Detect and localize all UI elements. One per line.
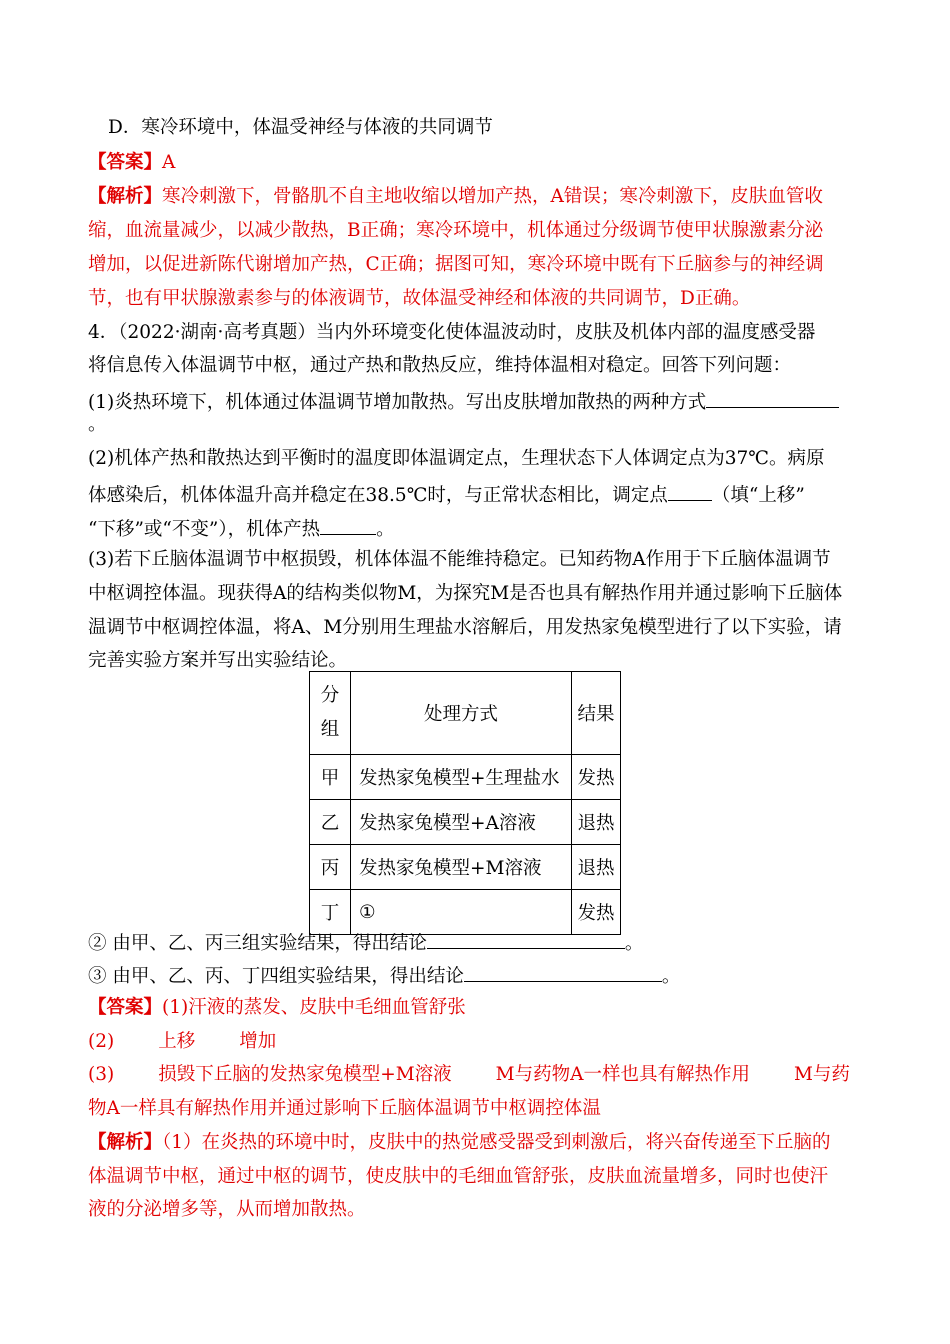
header-group: 分组 [310, 672, 351, 755]
table-row [310, 890, 621, 935]
answer-blank[interactable] [706, 389, 839, 408]
q4-part3-line-1: (3)若下丘脑体温调节中枢损毁，机体体温不能维持稳定。已知药物A作用于下丘脑体温调节 [88, 549, 831, 570]
table-header-row [310, 672, 621, 755]
q3-answer [88, 152, 868, 174]
answer-blank[interactable] [668, 482, 712, 501]
answer-text: M与药物A一样也具有解热作用 [495, 1064, 750, 1085]
answer-blank[interactable] [464, 963, 662, 982]
q4-answer-3-line-2: 物A一样具有解热作用并通过影响下丘脑体温调节中枢调控体温 [88, 1098, 601, 1119]
table-cell: 甲 [310, 755, 351, 800]
part2-hint: （填“上移” [711, 485, 805, 506]
q3-analysis-line-3: 增加，以促进新陈代谢增加产热，C正确；据图可知，寒冷环境中既有下丘脑参与的神经调 [88, 254, 824, 275]
part2-end: 。 [376, 519, 395, 540]
answer-value: A [162, 152, 176, 173]
q4-answer-2 [88, 1031, 868, 1053]
q4-analysis-line-2: 体温调节中枢，通过中枢的调节，使皮肤中的毛细血管舒张，皮肤血流量增多，同时也使汗 [88, 1166, 829, 1187]
table-row [310, 755, 621, 800]
table-cell: 发热家兔模型+M溶液 [351, 845, 572, 890]
analysis-text: 寒冷刺激下，骨骼肌不自主地收缩以增加产热，A错误；寒冷刺激下，皮肤血管收 [162, 186, 823, 207]
answer-text: M与药 [793, 1064, 850, 1085]
q3-analysis-line-1 [88, 186, 868, 208]
q4-answer-3 [88, 1064, 868, 1086]
q4-part2-line-3 [88, 516, 868, 541]
q4-part2-line-1: (2)机体产热和散热达到平衡时的温度即体温调定点，生理状态下人体调定点为37℃。病原 [88, 448, 825, 469]
q4-subquestion-2 [88, 930, 868, 955]
q4-analysis-line-3: 液的分泌增多等，从而增加散热。 [88, 1199, 366, 1220]
answer-tag: 【答案】 [88, 152, 163, 173]
option-d: D．寒冷环境中，体温受神经与体液的共同调节 [108, 117, 493, 138]
answer-blank[interactable] [320, 516, 376, 535]
subquestion-end: 。 [624, 933, 644, 954]
q4-part1 [88, 389, 868, 414]
q4-stem-line-2: 将信息传入体温调节中枢，通过产热和散热反应，维持体温相对稳定。回答下列问题： [88, 355, 792, 376]
table-cell: 丁 [310, 890, 351, 935]
table-cell: 发热家兔模型+A溶液 [351, 800, 572, 845]
experiment-table [309, 671, 621, 935]
q4-part2-line-2 [88, 482, 868, 507]
answer-text: 损毁下丘脑的发热家兔模型+M溶液 [158, 1064, 452, 1085]
analysis-tag: 【解析】 [88, 1132, 163, 1153]
part1-text: (1)炎热环境下，机体通过体温调节增加散热。写出皮肤增加散热的两种方式 [88, 392, 707, 413]
q4-part3-line-4: 完善实验方案并写出实验结论。 [88, 650, 348, 671]
answer-num: (3) [88, 1064, 115, 1085]
table-cell: 乙 [310, 800, 351, 845]
table-cell: 退热 [572, 845, 621, 890]
table-row [310, 845, 621, 890]
table-cell: 发热 [572, 755, 621, 800]
table-cell: ① [351, 890, 572, 935]
table-cell: 丙 [310, 845, 351, 890]
q3-analysis-line-2: 缩，血流量减少，以减少散热，B正确；寒冷环境中，机体通过分级调节使甲状腺激素分泌 [88, 220, 824, 241]
q4-part3-line-2: 中枢调控体温。现获得A的结构类似物M，为探究M是否也具有解热作用并通过影响下丘脑体 [88, 583, 843, 604]
answer-text: (1)汗液的蒸发、皮肤中毛细血管舒张 [162, 997, 466, 1018]
q3-analysis-line-4: 节，也有甲状腺激素参与的体液调节，故体温受神经和体液的共同调节，D正确。 [88, 288, 751, 309]
part2-text: “下移”或“不变”），机体产热 [88, 519, 321, 540]
answer-blank[interactable] [427, 930, 625, 949]
q4-stem-line-1: 4．（2022·湖南·高考真题）当内外环境变化使体温波动时，皮肤及机体内部的温度感受器 [88, 322, 816, 343]
table-cell: 发热 [572, 890, 621, 935]
header-result: 结果 [572, 672, 621, 755]
analysis-text: （1）在炎热的环境中时，皮肤中的热觉感受器受到刺激后，将兴奋传递至下丘脑的 [162, 1132, 831, 1153]
part2-text: 体感染后，机体体温升高并稳定在38.5℃时，与正常状态相比，调定点 [88, 485, 668, 506]
subquestion-text: ③ 由甲、乙、丙、丁四组实验结果，得出结论 [88, 966, 464, 987]
header-treatment: 处理方式 [351, 672, 572, 755]
q4-part1-end: 。 [88, 414, 107, 435]
table-row [310, 800, 621, 845]
q4-subquestion-3 [88, 963, 868, 988]
answer-num: (2) [88, 1031, 115, 1052]
subquestion-end: 。 [661, 966, 681, 987]
q4-part3-line-3: 温调节中枢调控体温，将A、M分别用生理盐水溶解后，用发热家兔模型进行了以下实验，请 [88, 617, 842, 638]
answer-tag: 【答案】 [88, 997, 163, 1018]
q4-answer-1 [88, 997, 868, 1019]
table-cell: 发热家兔模型+生理盐水 [351, 755, 572, 800]
subquestion-text: ② 由甲、乙、丙三组实验结果，得出结论 [88, 933, 427, 954]
answer-text: 上移 [158, 1031, 196, 1052]
q4-analysis-line-1 [88, 1132, 868, 1154]
table-cell: 退热 [572, 800, 621, 845]
answer-text: 增加 [239, 1031, 277, 1052]
analysis-tag: 【解析】 [88, 186, 163, 207]
